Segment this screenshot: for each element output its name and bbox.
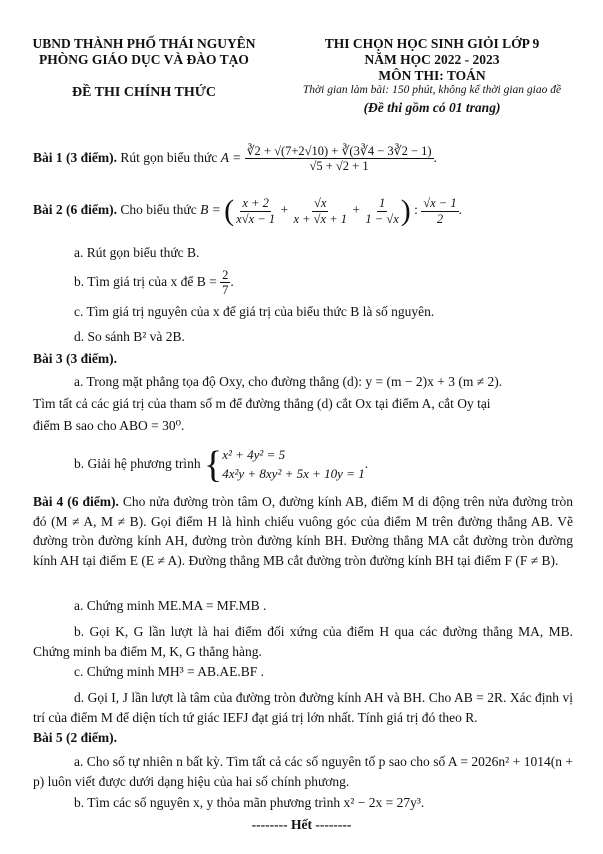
bai1-numerator: ∛2 + √(7+2√10) + ∛(3∛4 − 3∛2 − 1)	[246, 144, 432, 158]
bai3-title: Bài 3 (3 điểm).	[33, 351, 117, 366]
bai1-line	[33, 144, 437, 174]
bai1-denominator: √5 + √2 + 1	[309, 159, 369, 174]
bai2-frac-4	[421, 196, 458, 226]
official-label: ĐỀ THI CHÍNH THỨC	[71, 85, 217, 100]
bai3-a-line3: điểm B sao cho ABO = 30⁰.	[33, 418, 185, 433]
bai2-f1-den: x√x − 1	[236, 211, 276, 226]
bai2-f3-den: 1 − √x	[365, 211, 399, 226]
paren-close: )	[400, 194, 411, 227]
bai4-intro	[33, 492, 573, 570]
bai1-end: .	[433, 149, 437, 165]
bai2-f1-num: x + 2	[242, 196, 269, 211]
school-year: NĂM HỌC 2022 - 2023	[364, 52, 500, 67]
bai5-a: a. Cho số tự nhiên n bất kỳ. Tìm tất cả các số nguyên tố p sao cho số A = 2026n² + 1014(n + p) luôn viết được dưới dạng hiệu của hai số chính phương.	[33, 754, 573, 789]
end-marker: -------- Hết --------	[251, 817, 352, 832]
bai2-item-b-text: b. Tìm giá trị của x để B =	[74, 273, 217, 289]
bai2-item-c: c. Tìm giá trị nguyên của x để giá trị của biểu thức B là số nguyên.	[74, 304, 435, 319]
bai2-text: Cho biểu thức	[120, 202, 197, 218]
equation-end: .	[364, 456, 369, 472]
equation-1: x² + 4y² = 5	[222, 447, 286, 463]
bai1-fraction	[245, 144, 434, 174]
bai2-item-b-num: 2	[222, 268, 229, 282]
bai4-d: d. Gọi I, J lần lượt là tâm của đường tròn đường kính AH và BH. Cho AB = 2R. Xác định vị trí của điểm M để diện tích tứ giác IEFJ đạt giá trị lớn nhất. Tính giá trị đó theo R.	[33, 690, 573, 725]
bai2-lhs: B =	[200, 202, 221, 218]
bai1-lhs: A =	[220, 149, 242, 165]
dept-line-1: UBND THÀNH PHỐ THÁI NGUYÊN	[32, 36, 256, 51]
dept-line-2: PHÒNG GIÁO DỤC VÀ ĐÀO TẠO	[39, 52, 249, 67]
bai4-intro-text: Cho nửa đường tròn tâm O, đường kính AB, điểm M di động trên nửa đường tròn đó (M ≠ A, M ≠ B). Gọi điểm H là hình chiếu vuông góc của điểm M trên đường thẳng AB. Vẽ đường tròn đường kính AH, đường tròn đường kính BH. Đường thẳng MA cắt đường tròn đường kính AH tại điểm E (E ≠ A). Đường thẳng MB cắt đường tròn đường kính BH tại điểm F (F ≠ B).	[33, 494, 573, 568]
bai2-f2-num: √x	[314, 196, 327, 211]
bai2-item-a: a. Rút gọn biểu thức B.	[74, 245, 200, 260]
equation-system	[222, 446, 365, 484]
bai5-title: Bài 5 (2 điểm).	[33, 730, 117, 745]
bai2-item-b: b. Tìm giá trị của x để B = $\frac{2}{7}$ .	[74, 268, 234, 298]
bai2-item-b-den: 7	[222, 283, 229, 298]
bai3-a-line1: a. Trong mặt phẳng tọa độ Oxy, cho đường thẳng (d): y = (m − 2)x + 3 (m ≠ 2).	[74, 374, 503, 389]
paren-open: (	[224, 194, 235, 227]
bai1-text: Rút gọn biểu thức	[120, 149, 218, 165]
bai2-title: Bài 2 (6 điểm).	[33, 202, 117, 218]
bai4-a: a. Chứng minh ME.MA = MF.MB .	[74, 598, 267, 613]
exam-title: THI CHỌN HỌC SINH GIỎI LỚP 9	[324, 36, 540, 51]
bai2-f2-den: x + √x + 1	[293, 211, 348, 226]
bai2-frac-2	[291, 196, 349, 226]
bai2-f3-num: 1	[378, 196, 386, 211]
bai1-title: Bài 1 (3 điểm).	[33, 149, 117, 165]
equation-2: 4x²y + 8xy² + 5x + 10y = 1	[222, 466, 365, 481]
time-limit: Thời gian làm bài: 150 phút, không kể thời gian giao đề	[302, 84, 562, 96]
bai3-b	[74, 446, 368, 484]
bai2-f4-num: √x − 1	[423, 196, 457, 211]
bai3-a-line2: Tìm tất cả các giá trị của tham số m để đường thẳng (d) cắt Ox tại điểm A, cắt Oy tại	[33, 396, 491, 411]
page-count: (Đề thi gồm có 01 trang)	[363, 100, 501, 115]
system-brace: {	[203, 444, 223, 486]
bai2-item-b-frac	[220, 268, 230, 298]
bai2-frac-1	[234, 196, 277, 226]
bai4-title: Bài 4 (6 điểm).	[33, 494, 119, 509]
bai5-b: b. Tìm các số nguyên x, y thỏa mãn phương trình x² − 2x = 27y³.	[74, 795, 425, 810]
bai2-frac-3	[363, 196, 400, 226]
bai3-b-text: b. Giải hệ phương trình	[74, 456, 201, 472]
subject: MÔN THI: TOÁN	[378, 68, 486, 83]
bai4-c: c. Chứng minh MH³ = AB.AE.BF .	[74, 664, 264, 679]
bai2-line: Bài 2 (6 điểm). Cho biểu thức B = ( $\frac{x + 2}{x√x - 1}$ + $\frac{√x}{x + √x + 1}$ + $\frac{1}{1 - √x}$ ) : $\frac{√x - 1}{2}$ .	[33, 194, 462, 227]
bai2-item-d: d. So sánh B² và 2B.	[74, 329, 185, 344]
bai2-f4-den: 2	[436, 211, 444, 226]
bai4-b: b. Gọi K, G lần lượt là hai điểm đối xứng của điểm H qua các đường thẳng MA, MB. Chứng minh ba điểm M, K, G thẳng hàng.	[33, 624, 573, 659]
